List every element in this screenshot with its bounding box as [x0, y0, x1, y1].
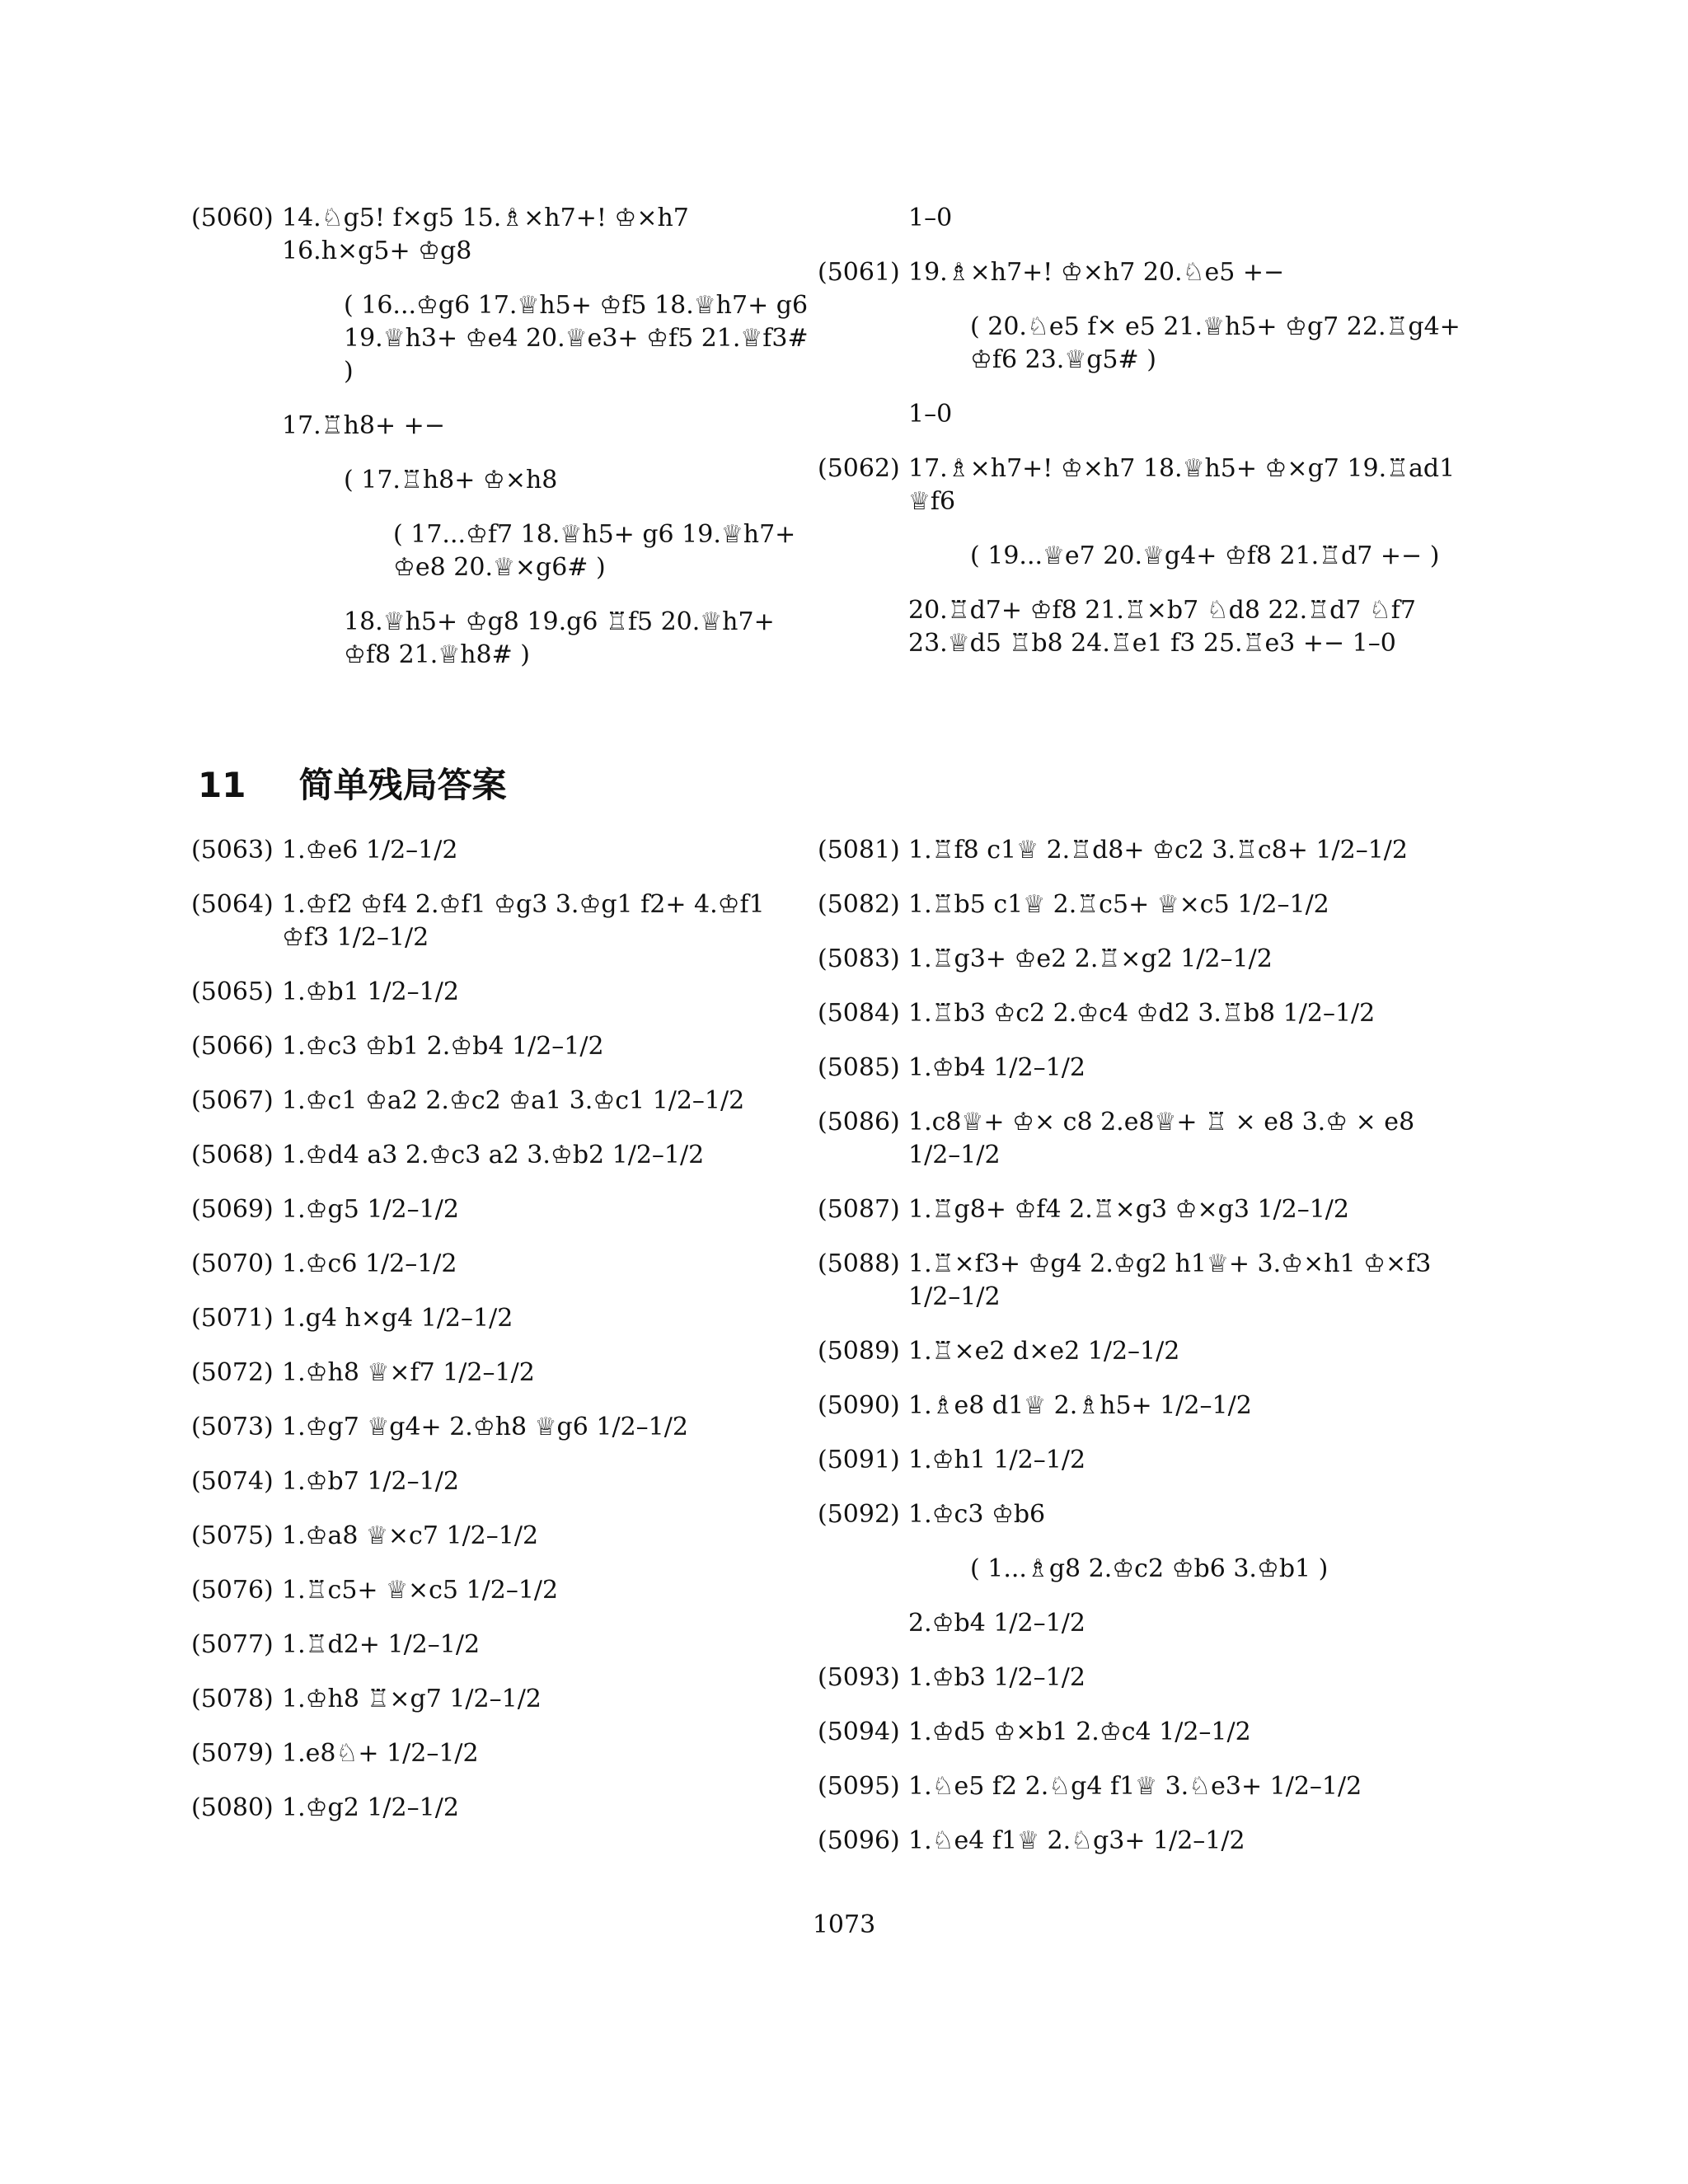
- entry-number: (5083): [818, 944, 900, 973]
- entry-5084: [818, 997, 1461, 1030]
- entry-number: (5075): [191, 1521, 274, 1550]
- entry-moves: 14.♘g5! f×g5 15.♗×h7+! ♔×h7 16.h×g5+ ♔g8: [282, 204, 689, 265]
- entry-moves: 17.♗×h7+! ♔×h7 18.♕h5+ ♔×g7 19.♖ad1 ♕f6: [908, 454, 1456, 516]
- entry-moves: 1.♔c6 1/2–1/2: [282, 1249, 457, 1278]
- entry-moves: 1.♖×e2 d×e2 1/2–1/2: [908, 1337, 1180, 1366]
- entry-number: (5064): [191, 890, 274, 919]
- entry-number: (5087): [818, 1195, 900, 1224]
- page-number: 1073: [812, 1910, 876, 1939]
- entry-moves: 1.♔h1 1/2–1/2: [908, 1446, 1086, 1474]
- entry-number: (5090): [818, 1391, 900, 1420]
- entry-5064: [191, 888, 818, 954]
- entry-moves: 1.♔h8 ♖×g7 1/2–1/2: [282, 1685, 542, 1713]
- entry-moves: 1.♖d2+ 1/2–1/2: [282, 1630, 481, 1659]
- entry-moves: 1.♘e5 f2 2.♘g4 f1♕ 3.♘e3+ 1/2–1/2: [908, 1772, 1362, 1801]
- entry-number: (5082): [818, 890, 900, 919]
- entry-5060: [191, 202, 818, 268]
- entry-5061: [818, 256, 1461, 289]
- entry-5067: [191, 1085, 818, 1118]
- entry-number: (5066): [191, 1032, 274, 1061]
- entry-moves: 1.♔c1 ♔a2 2.♔c2 ♔a1 3.♔c1 1/2–1/2: [282, 1086, 745, 1115]
- entry-5092: [818, 1498, 1461, 1531]
- entry-5068: [191, 1139, 818, 1172]
- entry-5070: [191, 1248, 818, 1281]
- entry-number: (5062): [818, 454, 900, 483]
- variation: ( 19...♕e7 20.♕g4+ ♔f8 21.♖d7 +− ): [970, 541, 1440, 570]
- entry-5093: [818, 1661, 1461, 1694]
- entry-5076: [191, 1574, 818, 1607]
- entry-moves: 1.♖b3 ♔c2 2.♔c4 ♔d2 3.♖b8 1/2–1/2: [908, 999, 1376, 1028]
- nested-variation: ( 17...♔f7 18.♕h5+ g6 19.♕h7+ ♔e8 20.♕×g6# ): [393, 520, 796, 582]
- entry-number: (5071): [191, 1304, 274, 1333]
- entry-5082: [818, 888, 1461, 921]
- entry-moves: 1.♖b5 c1♕ 2.♖c5+ ♕×c5 1/2–1/2: [908, 890, 1329, 919]
- entry-number: (5093): [818, 1663, 900, 1692]
- entry-moves: 19.♗×h7+! ♔×h7 20.♘e5 +−: [908, 258, 1285, 287]
- entry-number: (5068): [191, 1141, 274, 1169]
- entry-moves: 1.g4 h×g4 1/2–1/2: [282, 1304, 513, 1333]
- entry-number: (5076): [191, 1576, 274, 1605]
- entry-5095: [818, 1770, 1461, 1803]
- entry-moves: 1.♔a8 ♕×c7 1/2–1/2: [282, 1521, 539, 1550]
- entry-number: (5088): [818, 1249, 900, 1278]
- entry-moves: 1.♔b1 1/2–1/2: [282, 977, 459, 1006]
- entry-number: (5060): [191, 204, 274, 232]
- entry-5096: [818, 1825, 1461, 1858]
- continuation: 20.♖d7+ ♔f8 21.♖×b7 ♘d8 22.♖d7 ♘f7 23.♕d5 ♖b8 24.♖e1 f3 25.♖e3 +− 1–0: [908, 596, 1416, 658]
- variation: ( 16...♔g6 17.♕h5+ ♔f5 18.♕h7+ g6 19.♕h3+ ♔e4 20.♕e3+ ♔f5 21.♕f3# ): [344, 291, 809, 386]
- entry-5079: [191, 1737, 818, 1770]
- entry-moves: 1.♗e8 d1♕ 2.♗h5+ 1/2–1/2: [908, 1391, 1252, 1420]
- entry-moves: 1.♔e6 1/2–1/2: [282, 836, 458, 865]
- entry-number: (5096): [818, 1826, 900, 1855]
- entry-number: (5077): [191, 1630, 274, 1659]
- entry-moves: 1.♔b4 1/2–1/2: [908, 1053, 1085, 1082]
- section-title: 简单残局答案: [298, 765, 507, 805]
- entry-moves: 1.♔b3 1/2–1/2: [908, 1663, 1085, 1692]
- entry-number: (5063): [191, 836, 274, 865]
- entry-5077: [191, 1629, 818, 1661]
- entry-5087: [818, 1193, 1461, 1226]
- section-heading: [198, 758, 507, 808]
- entry-number: (5078): [191, 1685, 274, 1713]
- entry-5080: [191, 1792, 818, 1825]
- entry-number: (5073): [191, 1413, 274, 1441]
- entry-5069: [191, 1193, 818, 1226]
- entry-moves: 1.♔c3 ♔b1 2.♔b4 1/2–1/2: [282, 1032, 604, 1061]
- entry-moves: 1.♖c5+ ♕×c5 1/2–1/2: [282, 1576, 559, 1605]
- variation: ( 20.♘e5 f× e5 21.♕h5+ ♔g7 22.♖g4+ ♔f6 23.♕g5# ): [970, 312, 1461, 374]
- entry-5086: [818, 1106, 1461, 1172]
- entry-number: (5092): [818, 1500, 900, 1529]
- entry-moves: 1.♔h8 ♕×f7 1/2–1/2: [282, 1358, 535, 1387]
- entry-number: (5086): [818, 1108, 900, 1137]
- section-number: 11: [198, 765, 246, 805]
- entry-moves: 1.♔d4 a3 2.♔c3 a2 3.♔b2 1/2–1/2: [282, 1141, 705, 1169]
- entry-moves: 1.♖g8+ ♔f4 2.♖×g3 ♔×g3 1/2–1/2: [908, 1195, 1350, 1224]
- entry-5066: [191, 1030, 818, 1063]
- entry-number: (5091): [818, 1446, 900, 1474]
- entry-5085: [818, 1052, 1461, 1085]
- entry-moves: 1.♔g2 1/2–1/2: [282, 1793, 459, 1822]
- continuation: 17.♖h8+ +−: [282, 411, 445, 440]
- entry-moves: 1.♖f8 c1♕ 2.♖d8+ ♔c2 3.♖c8+ 1/2–1/2: [908, 836, 1409, 865]
- entry-moves: 1.♔g5 1/2–1/2: [282, 1195, 459, 1224]
- entry-moves: 1.♖g3+ ♔e2 2.♖×g2 1/2–1/2: [908, 944, 1273, 973]
- entry-number: (5084): [818, 999, 900, 1028]
- entry-number: (5065): [191, 977, 274, 1006]
- entry-number: (5079): [191, 1739, 274, 1768]
- entry-number: (5085): [818, 1053, 900, 1082]
- entry-moves: 1.♘e4 f1♕ 2.♘g3+ 1/2–1/2: [908, 1826, 1245, 1855]
- entry-moves: 1.♔g7 ♕g4+ 2.♔h8 ♕g6 1/2–1/2: [282, 1413, 688, 1441]
- entry-5065: [191, 976, 818, 1009]
- entry-moves: 1.♔b7 1/2–1/2: [282, 1467, 459, 1496]
- entry-number: (5081): [818, 836, 900, 865]
- entry-5072: [191, 1357, 818, 1390]
- entry-5094: [818, 1716, 1461, 1749]
- entry-5074: [191, 1465, 818, 1498]
- entry-5073: [191, 1411, 818, 1444]
- result: 1–0: [908, 400, 953, 429]
- entry-5083: [818, 943, 1461, 976]
- entry-5071: [191, 1302, 818, 1335]
- entry-5078: [191, 1683, 818, 1716]
- entry-number: (5072): [191, 1358, 274, 1387]
- entry-5091: [818, 1444, 1461, 1477]
- entry-number: (5074): [191, 1467, 274, 1496]
- entry-5062: [818, 452, 1461, 518]
- entry-5089: [818, 1335, 1461, 1368]
- entry-number: (5094): [818, 1718, 900, 1746]
- entry-moves: 1.♔d5 ♔×b1 2.♔c4 1/2–1/2: [908, 1718, 1251, 1746]
- entry-moves: 1.♖×f3+ ♔g4 2.♔g2 h1♕+ 3.♔×h1 ♔×f3 1/2–1/2: [908, 1249, 1432, 1311]
- entry-5063: [191, 834, 818, 867]
- variation: ( 17.♖h8+ ♔×h8: [344, 466, 558, 494]
- entry-moves: 1.♔c3 ♔b6: [908, 1500, 1046, 1529]
- entry-5075: [191, 1520, 818, 1553]
- entry-moves: 1.♔f2 ♔f4 2.♔f1 ♔g3 3.♔g1 f2+ 4.♔f1 ♔f3 1/2–1/2: [282, 890, 765, 952]
- entry-number: (5089): [818, 1337, 900, 1366]
- entry-number: (5069): [191, 1195, 274, 1224]
- entry-number: (5095): [818, 1772, 900, 1801]
- entry-number: (5061): [818, 258, 900, 287]
- entry-number: (5080): [191, 1793, 274, 1822]
- endgame-left-column: [191, 834, 818, 1846]
- endgame-right-column: [818, 834, 1461, 1879]
- entry-moves: 1.c8♕+ ♔× c8 2.e8♕+ ♖ × e8 3.♔ × e8 1/2–1/2: [908, 1108, 1415, 1169]
- entry-number: (5067): [191, 1086, 274, 1115]
- result: 1–0: [908, 204, 953, 232]
- entry-5090: [818, 1390, 1461, 1422]
- top-left-column: [191, 202, 818, 693]
- entry-5088: [818, 1248, 1461, 1314]
- entry-moves: 1.e8♘+ 1/2–1/2: [282, 1739, 479, 1768]
- variation: ( 1...♗g8 2.♔c2 ♔b6 3.♔b1 ): [970, 1554, 1329, 1583]
- entry-5081: [818, 834, 1461, 867]
- continuation: 2.♔b4 1/2–1/2: [908, 1609, 1085, 1638]
- top-right-column: [818, 202, 1461, 682]
- entry-number: (5070): [191, 1249, 274, 1278]
- variation: 18.♕h5+ ♔g8 19.g6 ♖f5 20.♕h7+ ♔f8 21.♕h8# ): [344, 607, 775, 669]
